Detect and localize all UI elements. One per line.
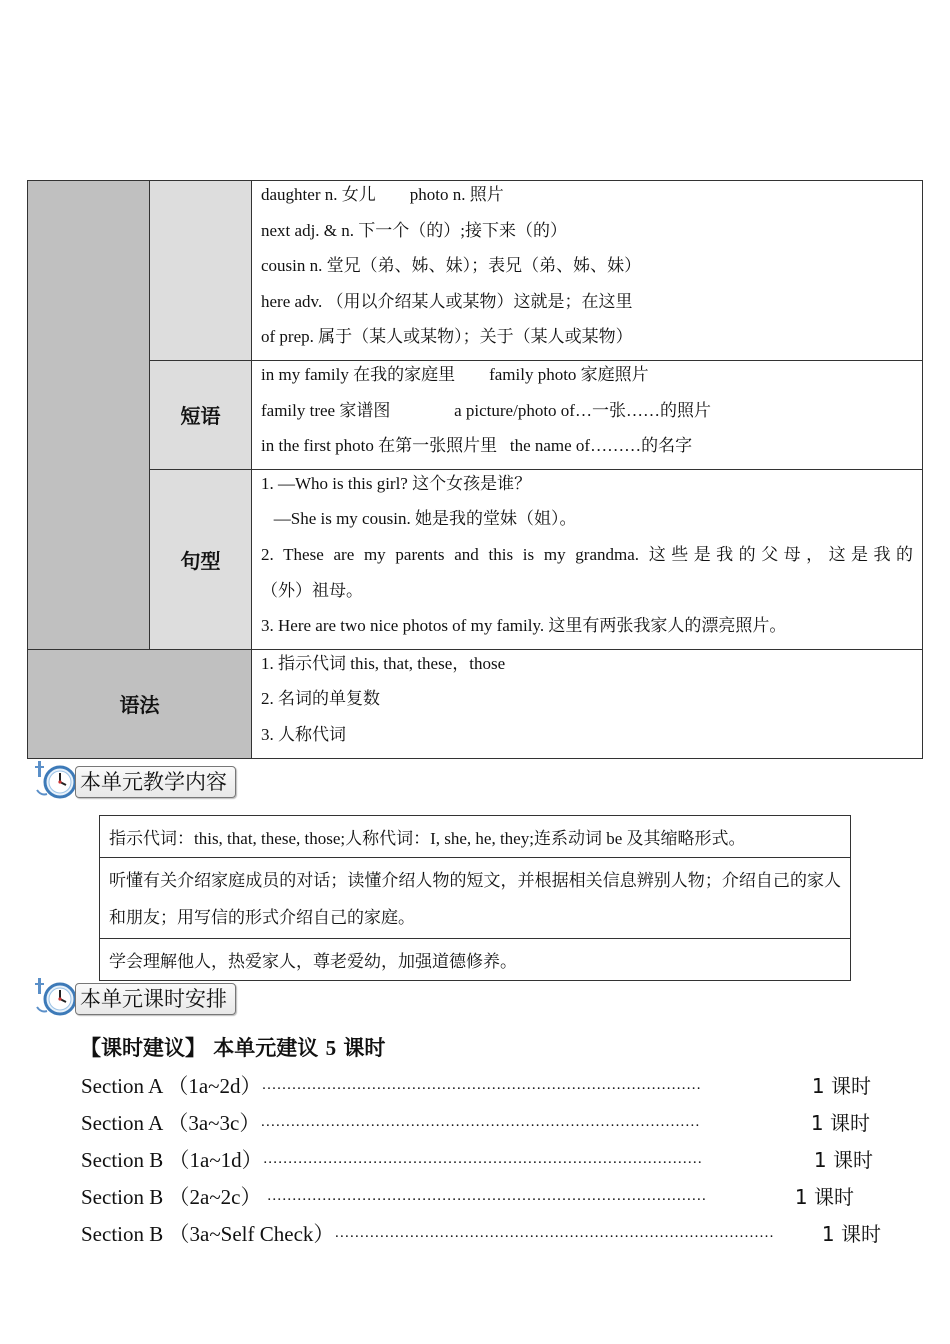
sentence-line: 2. These are my parents and this is my grandma. 这些是我的父母，这是我的 <box>261 544 913 564</box>
outer-category-cell <box>28 181 150 650</box>
word-line: next adj. & n. 下一个（的）;接下来（的） <box>261 220 567 240</box>
suggestion-suffix: 课时 <box>336 1036 386 1060</box>
sentence-line: —She is my cousin. 她是我的堂妹（姐）。 <box>261 509 577 529</box>
sentence-line: 1. —Who is this girl? 这个女孩是谁？ <box>261 473 532 493</box>
phrase-line: in my family 在我的家庭里 family photo 家庭照片 <box>261 364 649 384</box>
sentence-label: 句型 <box>150 469 252 649</box>
schedule-title: 本单元课时安排 <box>75 983 236 1015</box>
content-row: 指示代词：this, that, these, those;人称代词：I, she, he, they;连系动词 be 及其缩略形式。 <box>100 816 851 858</box>
teaching-content-title: 本单元教学内容 <box>75 766 236 798</box>
suggestion-prefix: 【课时建议】 本单元建议 <box>80 1036 326 1060</box>
grammar-cell <box>252 649 923 758</box>
teaching-content-header <box>33 760 273 800</box>
grammar-line: 3. 人称代词 <box>261 724 346 744</box>
schedule-item <box>81 1070 871 1100</box>
sentence-line: 3. Here are two nice photos of my family. 这里有两张我家人的漂亮照片。 <box>261 616 787 636</box>
schedule-header <box>33 977 273 1017</box>
grammar-label: 语法 <box>28 649 252 758</box>
schedule-item-hours: 1 课时 <box>810 1111 870 1135</box>
schedule-item <box>81 1107 870 1137</box>
words-category-cell <box>150 181 252 361</box>
teaching-content-table <box>99 815 851 981</box>
phrase-line: family tree 家谱图 a picture/photo of…一张……的照片 <box>261 400 711 420</box>
schedule-item-label: Section A （1a~2d） <box>81 1074 262 1098</box>
content-row: 听懂有关介绍家庭成员的对话；读懂介绍人物的短文，并根据相关信息辨别人物；介绍自己的家人和朋友；用写信的形式介绍自己的家庭。 <box>100 858 851 939</box>
word-line: daughter n. 女儿 photo n. 照片 <box>261 185 504 204</box>
schedule-item <box>81 1144 873 1174</box>
schedule-suggestion <box>80 1032 385 1062</box>
phrase-line: in the first photo 在第一张照片里 the name of………的名字 <box>261 436 693 456</box>
grammar-line: 2. 名词的单复数 <box>261 689 380 709</box>
schedule-item-label: Section B （1a~1d） <box>81 1148 263 1172</box>
schedule-item-label: Section B （2a~2c） <box>81 1185 267 1209</box>
schedule-item <box>81 1218 881 1248</box>
leader-dots: ························································································ <box>260 1118 700 1134</box>
schedule-item-label: Section A （3a~3c） <box>81 1111 261 1135</box>
content-row: 学会理解他人，热爱家人，尊老爱幼，加强道德修养。 <box>100 939 851 981</box>
leader-dots: ························································································ <box>261 1081 702 1097</box>
leader-dots: ························································································ <box>262 1155 703 1171</box>
schedule-item <box>81 1181 854 1211</box>
phrase-label: 短语 <box>150 360 252 469</box>
schedule-item-hours: 1 课时 <box>794 1185 854 1209</box>
sentences-cell <box>252 469 923 649</box>
sentence-line: （外）祖母。 <box>261 580 363 600</box>
word-line: of prep. 属于（某人或某物）；关于（某人或某物） <box>261 327 633 347</box>
clock-icon <box>33 977 81 1017</box>
schedule-item-label: Section B （3a~Self Check） <box>81 1222 335 1246</box>
word-line: cousin n. 堂兄（弟、姊、妹）；表兄（弟、姊、妹） <box>261 256 642 276</box>
vocabulary-table <box>27 180 923 759</box>
schedule-item-hours: 1 课时 <box>811 1074 871 1098</box>
grammar-line: 1. 指示代词 this, that, these，those <box>261 653 506 673</box>
leader-dots: ························································································ <box>266 1192 707 1208</box>
leader-dots: ························································································ <box>334 1229 774 1245</box>
phrases-cell <box>252 360 923 469</box>
schedule-item-hours: 1 课时 <box>821 1222 881 1246</box>
suggestion-number: 5 <box>325 1036 337 1060</box>
clock-icon <box>33 760 81 800</box>
schedule-item-hours: 1 课时 <box>813 1148 873 1172</box>
words-cell <box>252 181 923 361</box>
word-line: here adv. （用以介绍某人或某物）这就是；在这里 <box>261 291 633 311</box>
